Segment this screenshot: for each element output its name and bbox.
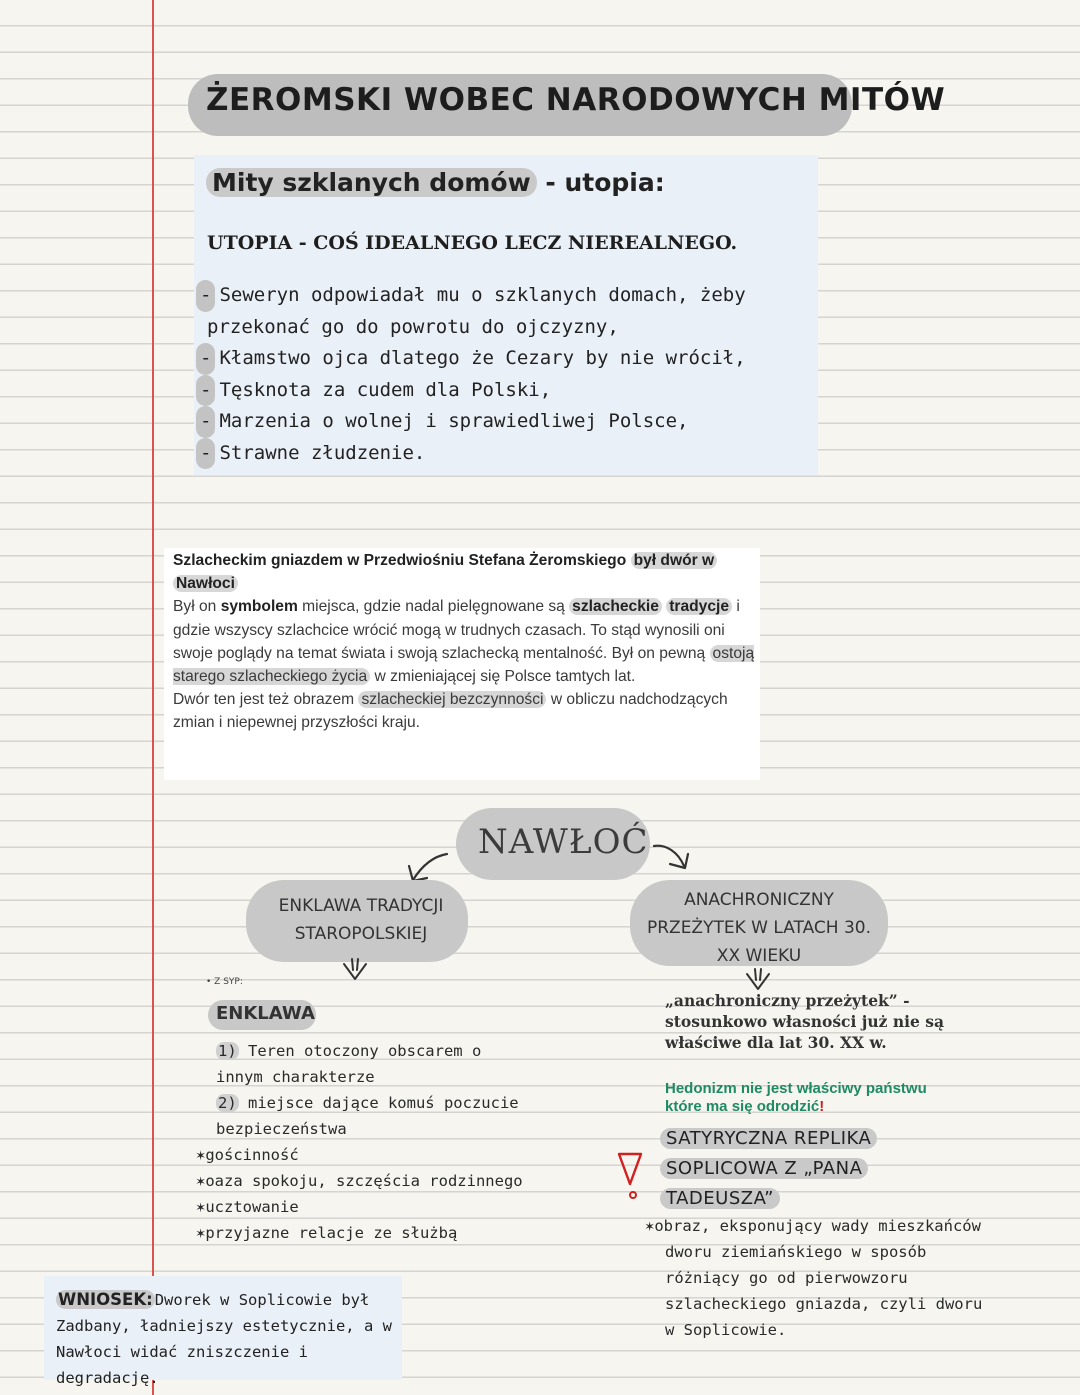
star-icon: ✶ [196,1146,206,1164]
list-item: ✶ucztowanie [196,1198,299,1216]
exclamation-icon [616,1150,644,1202]
dash-marker: - [196,375,215,407]
definition-item: 1) Teren otoczony obscarem o innym charakterze [216,1042,482,1086]
list-item: - Marzenia o wolnej i sprawiedliwej Polsce, [196,406,806,438]
star-icon: ✶ [196,1198,206,1216]
conclusion-label: WNIOSEK: [58,1290,153,1309]
arrow-down-icon [341,956,369,982]
star-icon: ✶ [645,1217,655,1235]
heading-suffix: - utopia: [536,168,665,197]
list-item-continuation: przekonać go do powrotu do ojczyzny, [207,315,619,338]
definition-item: 2) miejsce dające komuś poczucie bezpieczeństwa [216,1094,519,1138]
nawloc-description [173,549,758,735]
enklawa-definitions [196,1038,536,1246]
page-title: ŻEROMSKI WOBEC NARODOWYCH MITÓW [206,82,946,118]
left-node: ENKLAWA TRADYCJI STAROPOLSKIEJ [278,896,444,944]
arrow-right-icon [652,838,692,874]
list-item: ✶gościnność [196,1146,299,1164]
list-item: ✶przyjazne relacje ze służbą [196,1224,458,1242]
list-item: - Kłamstwo ojca dlatego że Cezary by nie wrócił, [196,343,806,375]
margin-line [152,0,154,1395]
paragraph-3: Dwór ten jest też obrazem szlacheckiej bezczynności w obliczu nadchodzących zmian i niepewnej przyszłości kraju. [173,691,728,732]
right-node: ANACHRONICZNY PRZEŻYTEK W LATACH 30. XX WIEKU [646,890,872,966]
satire-heading: SATYRYCZNA REPLIKA SOPLICOWA Z „PANA TADEUSZA” [660,1124,877,1214]
mindmap-center: NAWŁOĆ [478,822,649,862]
list-item: - Seweryn odpowiadał mu o szklanych domach, żeby [196,280,806,312]
conclusion-text: Dworek w Soplicowie był Zadbany, ładniejszy estetycznie, a w Nawłoci widać zniszczenie i degradację. [56,1291,392,1387]
dash-marker: - [196,343,215,375]
heading-highlight: Mity szklanych domów [206,168,537,197]
paragraph-2: Był on symbolem miejsca, gdzie nadal pielęgnowane są szlacheckie tradycje i gdzie wszyscy szlachcice wrócić mogą w trudnych czasach. To stąd wynosili oni swoje poglądy na temat świata i swoją szlachecką mentalność. Był on pewną ostoją starego szlacheckiego życia w zmieniającej się Polsce tamtych lat. [173,598,755,686]
section-1-heading [206,168,665,197]
anachronism-definition: „anachroniczny przeżytek” - stosunkowo własności już nie są właściwe dla lat 30. XX w. [665,991,945,1052]
dash-marker: - [196,438,215,470]
arrow-down-icon [744,966,772,992]
hedonism-note: Hedonizm nie jest właściwy państwu które ma się odrodzić! [665,1080,927,1115]
dash-marker: - [196,280,215,312]
conclusion [56,1287,401,1391]
paragraph-1: Szlacheckim gniazdem w Przedwiośniu Stefana Żeromskiego był dwór w Nawłoci [173,549,758,595]
dash-marker: - [196,406,215,438]
source-note: • Z SYP: [206,977,243,987]
list-item: - Tęsknota za cudem dla Polski, [196,375,806,407]
list-item: - Strawne złudzenie. [196,438,806,470]
satire-description: ✶obraz, eksponujący wady mieszkańców dworu ziemiańskiego w sposób różniący go od pierwowzoru szlacheckiego gniazda, czyli dworu w Soplicowie. [645,1217,983,1339]
list-item: ✶oaza spokoju, szczęścia rodzinnego [196,1172,523,1190]
myths-list [196,280,806,469]
enklawa-heading: ENKLAWA [216,1003,315,1024]
star-icon: ✶ [196,1172,206,1190]
utopia-definition: UTOPIA - COŚ IDEALNEGO LECZ NIEREALNEGO. [207,232,738,254]
star-icon: ✶ [196,1224,206,1242]
